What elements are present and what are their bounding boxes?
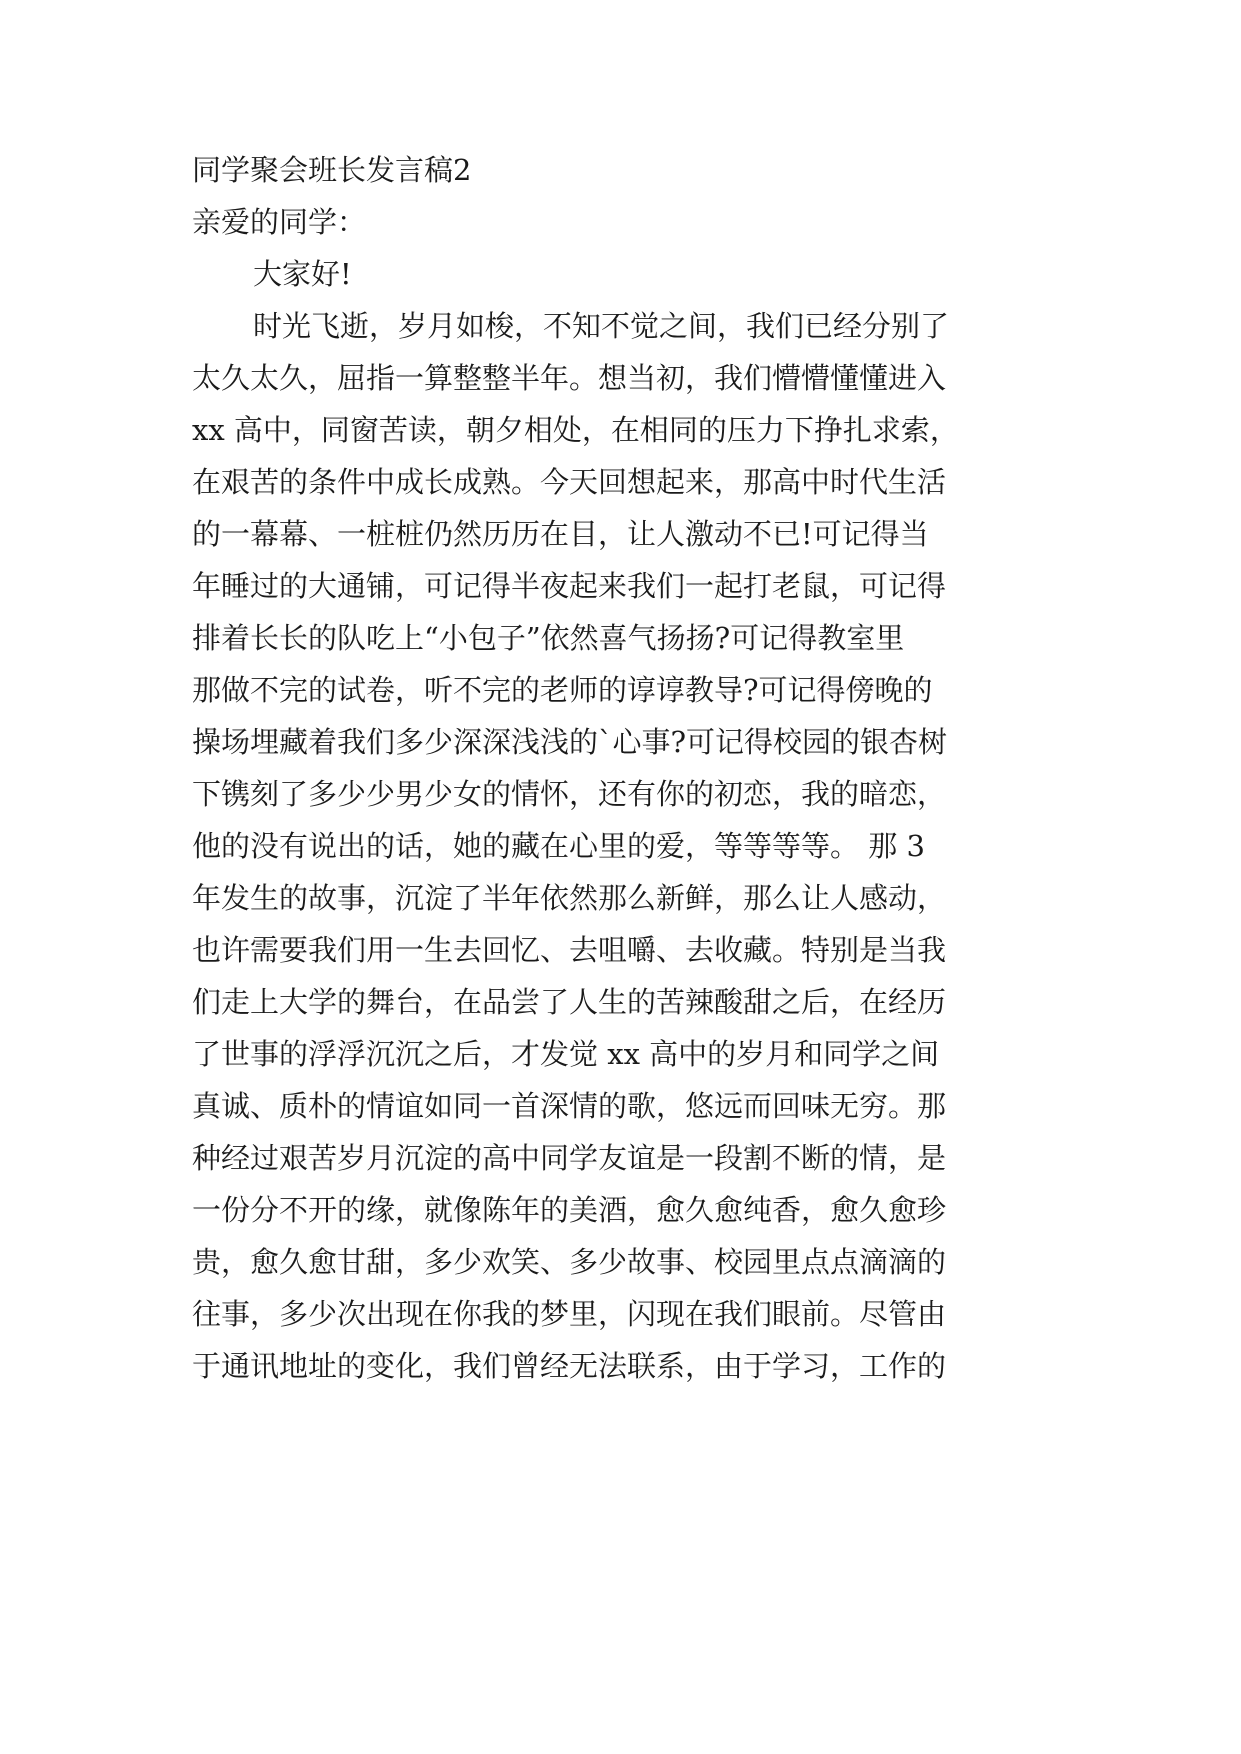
body-line: xx 高中，同窗苦读，朝夕相处，在相同的压力下挣扎求索， — [192, 413, 959, 447]
body-line: 往事，多少次出现在你我的梦里，闪现在我们眼前。尽管由 — [192, 1297, 947, 1331]
body-line: 了世事的浮浮沉沉之后，才发觉 xx 高中的岁月和同学之间 — [192, 1037, 940, 1071]
body-line: 于通讯地址的变化，我们曾经无法联系，由于学习，工作的 — [192, 1349, 947, 1383]
body-line: 年睡过的大通铺，可记得半夜起来我们一起打老鼠，可记得 — [192, 569, 947, 603]
body-line: 们走上大学的舞台，在品尝了人生的苦辣酸甜之后，在经历 — [192, 985, 947, 1019]
body-line: 也许需要我们用一生去回忆、去咀嚼、去收藏。特别是当我 — [192, 933, 947, 967]
body-line: 年发生的故事，沉淀了半年依然那么新鲜，那么让人感动， — [192, 881, 947, 915]
salutation: 亲爱的同学： — [192, 205, 367, 239]
greeting: 大家好! — [253, 257, 352, 291]
body-line: 的一幕幕、一桩桩仍然历历在目，让人激动不已!可记得当 — [192, 517, 929, 551]
body-line: 他的没有说出的话，她的藏在心里的爱，等等等等。 那 3 — [192, 829, 925, 863]
document-title: 同学聚会班长发言稿2 — [192, 153, 472, 187]
body-line: 贵，愈久愈甘甜，多少欢笑、多少故事、校园里点点滴滴的 — [192, 1245, 947, 1279]
body-line: 排着长长的队吃上“小包子”依然喜气扬扬?可记得教室里 — [192, 621, 905, 655]
body-line: 一份分不开的缘，就像陈年的美酒，愈久愈纯香，愈久愈珍 — [192, 1193, 947, 1227]
body-line: 在艰苦的条件中成长成熟。今天回想起来，那高中时代生活 — [192, 465, 947, 499]
body-line: 真诚、质朴的情谊如同一首深情的歌，悠远而回味无穷。那 — [192, 1089, 947, 1123]
body-line: 种经过艰苦岁月沉淀的高中同学友谊是一段割不断的情，是 — [192, 1141, 947, 1175]
body-line: 太久太久，屈指一算整整半年。想当初，我们懵懵懂懂进入 — [192, 361, 947, 395]
body-line: 时光飞逝，岁月如梭，不知不觉之间，我们已经分别了 — [253, 309, 950, 343]
body-line: 那做不完的试卷，听不完的老师的谆谆教导?可记得傍晚的 — [192, 673, 933, 707]
body-line: 操场埋藏着我们多少深深浅浅的`心事?可记得校园的银杏树 — [192, 725, 948, 759]
body-line: 下镌刻了多少少男少女的情怀，还有你的初恋，我的暗恋， — [192, 777, 947, 811]
